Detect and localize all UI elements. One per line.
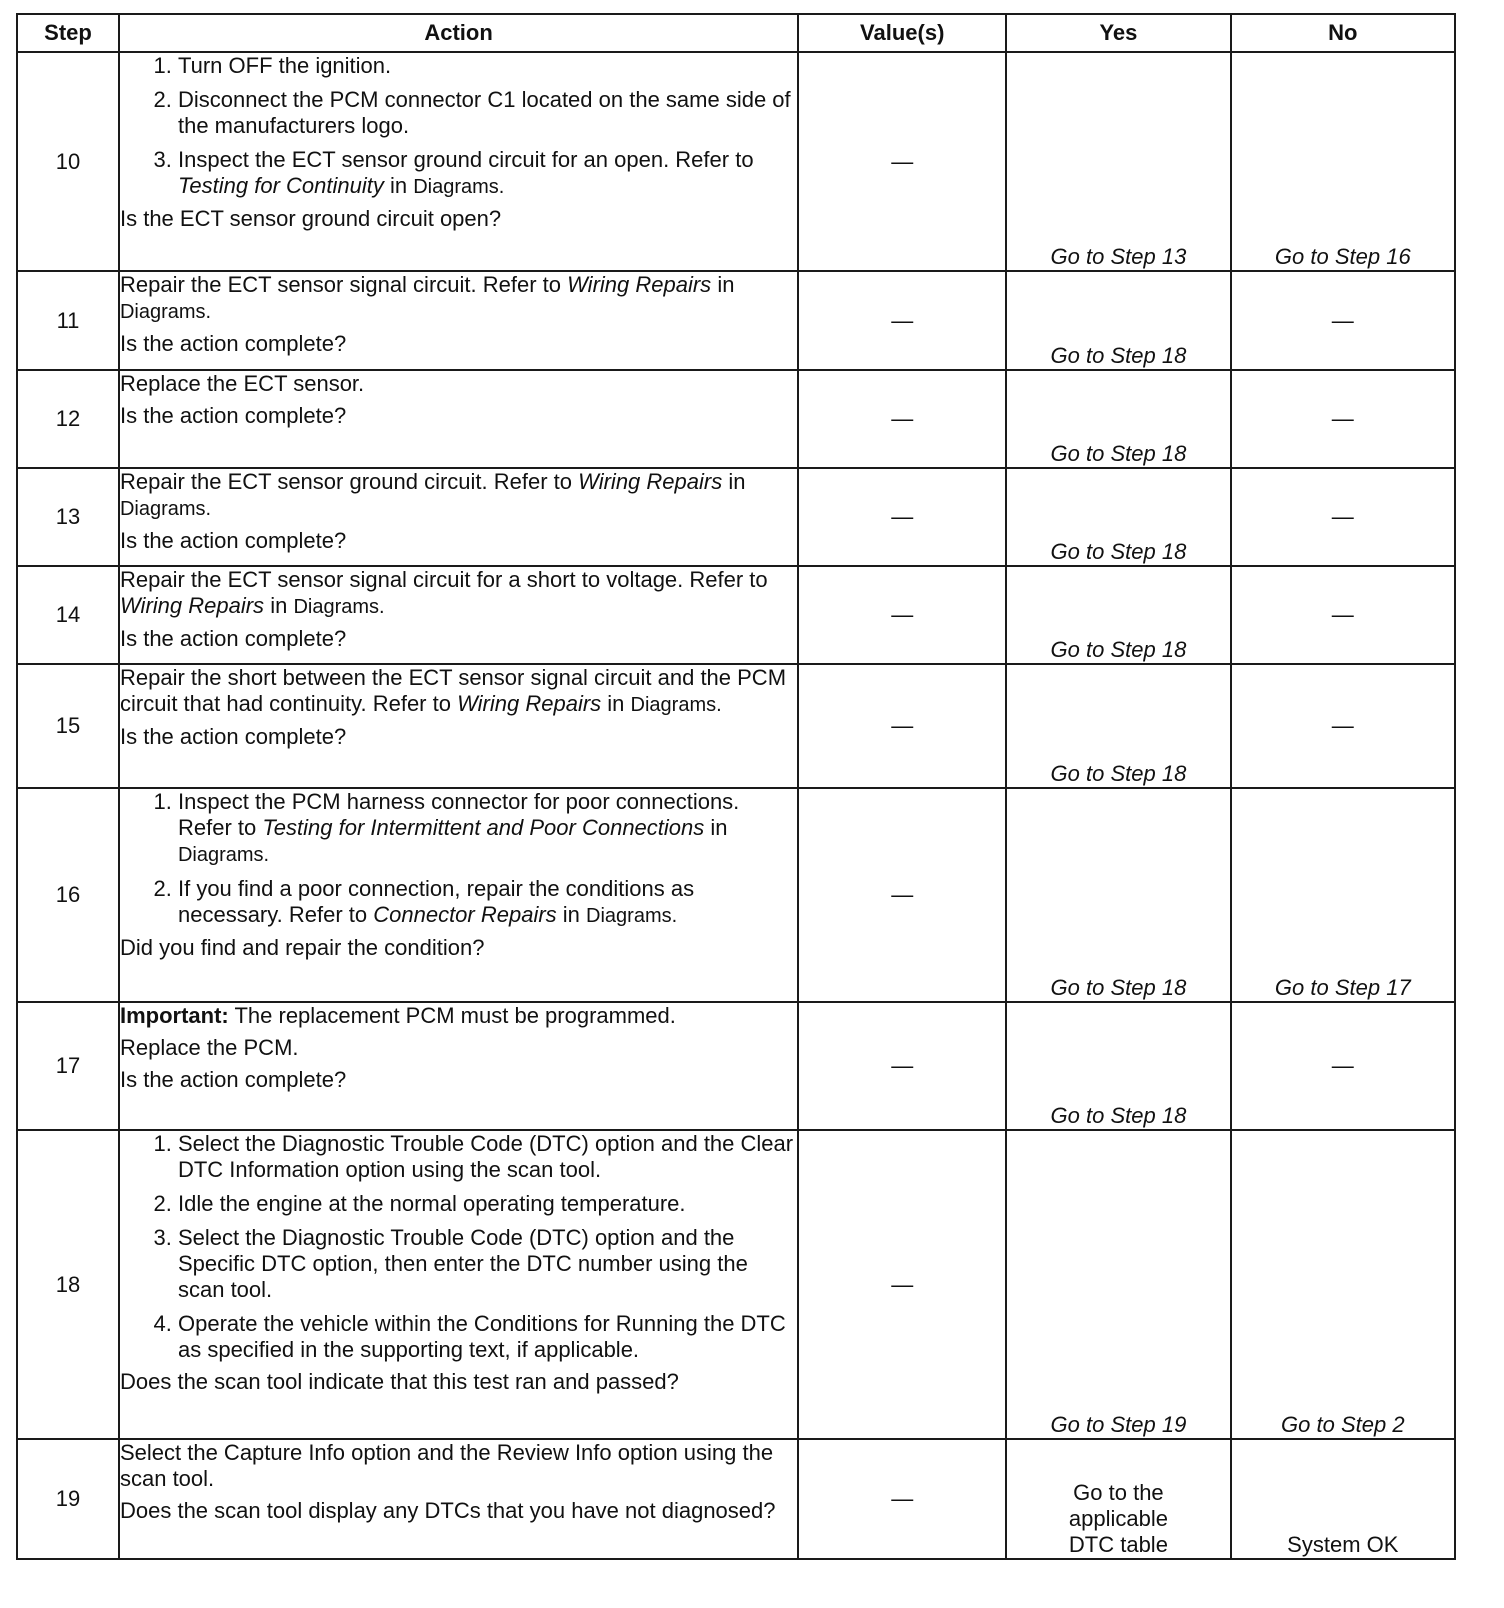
- action-cell: [119, 664, 798, 788]
- yes-cell: Go to Step 18: [1006, 566, 1230, 664]
- action-text-main: Repair the ECT sensor signal circuit. Refer to: [119, 272, 561, 297]
- action-question: Is the ECT sensor ground circuit open?: [119, 206, 502, 231]
- action-text: [120, 272, 797, 325]
- important-text: The replacement PCM must be programmed.: [234, 1003, 676, 1028]
- action-cell: [119, 370, 798, 468]
- yes-text: Go to the applicable DTC table: [1068, 1480, 1168, 1557]
- yes-cell: Go to Step 18: [1006, 664, 1230, 788]
- no-cell: Go to Step 2: [1231, 1130, 1455, 1439]
- reference-location: Diagrams.: [586, 905, 678, 927]
- no-cell: [1231, 370, 1455, 468]
- header-values: Value(s): [798, 14, 1006, 52]
- action-step-text: Inspect the PCM harness connector for poor connections. Refer to: [177, 789, 740, 840]
- action-cell: [119, 566, 798, 664]
- no-cell: [1231, 566, 1455, 664]
- action-step-text: Inspect the ECT sensor ground circuit for an open. Refer to: [177, 147, 754, 172]
- value-cell: [798, 566, 1006, 664]
- reference-in: in: [710, 815, 728, 840]
- dash-value: —: [891, 602, 914, 627]
- dash-value: —: [891, 148, 914, 174]
- table-row: [17, 788, 1455, 1002]
- yes-cell: Go to Step 18: [1006, 271, 1230, 370]
- action-text-main: Repair the ECT sensor ground circuit. Refer to: [119, 469, 573, 494]
- reference-in: in: [607, 691, 625, 716]
- step-number: 12: [17, 370, 119, 468]
- table-row: [17, 1130, 1455, 1439]
- step-number: 15: [17, 664, 119, 788]
- reference-in: in: [562, 902, 580, 927]
- reference-in: in: [717, 272, 735, 297]
- step-number: 18: [17, 1130, 119, 1439]
- yes-cell: Go to Step 13: [1006, 52, 1230, 271]
- no-cell: System OK: [1231, 1439, 1455, 1559]
- step-number: 17: [17, 1002, 119, 1130]
- dash-value: —: [1331, 406, 1354, 431]
- dash-value: —: [891, 307, 914, 333]
- value-cell: [798, 1439, 1006, 1559]
- dash-value: —: [891, 406, 914, 431]
- reference-location: Diagrams.: [630, 694, 722, 716]
- step-number: 16: [17, 788, 119, 1002]
- value-cell: [798, 271, 1006, 370]
- action-step: 2. Idle the engine at the normal operating temperature.: [178, 1191, 797, 1217]
- dash-value: —: [1331, 504, 1354, 529]
- action-step: 4. Operate the vehicle within the Conditions for Running the DTC as specified in the supporting text, if applicable.: [178, 1311, 797, 1363]
- yes-cell: Go to Step 18: [1006, 468, 1230, 566]
- yes-cell: Go to Step 18: [1006, 788, 1230, 1002]
- no-cell: [1231, 468, 1455, 566]
- action-text: [120, 567, 797, 620]
- action-question: Is the action complete?: [119, 626, 347, 651]
- action-question: Did you find and repair the condition?: [119, 935, 485, 960]
- reference-link: Wiring Repairs: [457, 691, 602, 716]
- yes-cell: Go to Step 18: [1006, 1002, 1230, 1130]
- dash-value: —: [1331, 1053, 1354, 1078]
- action-cell: [119, 468, 798, 566]
- action-question: Does the scan tool display any DTCs that you have not diagnosed?: [119, 1498, 776, 1523]
- yes-cell: Go to Step 19: [1006, 1130, 1230, 1439]
- important-note: [120, 1003, 797, 1029]
- diagnostic-table-sheet: [16, 13, 1456, 1603]
- value-cell: [798, 664, 1006, 788]
- no-cell: [1231, 1002, 1455, 1130]
- reference-in: in: [270, 593, 288, 618]
- header-step: Step: [17, 14, 119, 52]
- action-text: Select the Capture Info option and the Review Info option using the scan tool.: [119, 1440, 774, 1491]
- reference-location: Diagrams.: [413, 176, 505, 198]
- important-label: Important:: [119, 1003, 229, 1028]
- action-cell: [119, 271, 798, 370]
- reference-location: Diagrams.: [119, 498, 212, 520]
- table-row: [17, 468, 1455, 566]
- dash-value: —: [891, 1486, 914, 1511]
- action-step-text: If you find a poor connection, repair the conditions as necessary. Refer to: [177, 876, 695, 927]
- header-action: Action: [119, 14, 798, 52]
- action-step: 3. Select the Diagnostic Trouble Code (DTC) option and the Specific DTC option, then enter the DTC number using the scan tool.: [178, 1225, 797, 1303]
- action-step: 1. Select the Diagnostic Trouble Code (DTC) option and the Clear DTC Information option using the scan tool.: [178, 1131, 797, 1183]
- dash-value: —: [891, 713, 914, 738]
- no-cell: Go to Step 17: [1231, 788, 1455, 1002]
- action-step: [178, 789, 797, 868]
- action-text: Replace the ECT sensor.: [119, 371, 365, 396]
- reference-in: in: [389, 173, 408, 198]
- value-cell: [798, 1002, 1006, 1130]
- no-cell: [1231, 664, 1455, 788]
- action-text: [120, 469, 797, 522]
- table-row: [17, 664, 1455, 788]
- value-cell: [798, 370, 1006, 468]
- action-cell: [119, 1439, 798, 1559]
- header-row: [17, 14, 1455, 52]
- action-cell: [119, 1130, 798, 1439]
- no-cell: Go to Step 16: [1231, 52, 1455, 271]
- table-row: [17, 1439, 1455, 1559]
- reference-in: in: [728, 469, 746, 494]
- step-number: 10: [17, 52, 119, 271]
- action-cell: [119, 52, 798, 271]
- table-row: [17, 370, 1455, 468]
- reference-location: Diagrams.: [177, 844, 270, 866]
- reference-link: Testing for Continuity: [177, 173, 384, 198]
- reference-link: Wiring Repairs: [119, 593, 265, 618]
- dash-value: —: [1331, 713, 1354, 738]
- table-row: [17, 271, 1455, 370]
- step-number: 14: [17, 566, 119, 664]
- yes-cell: [1006, 1439, 1230, 1559]
- action-question: Is the action complete?: [119, 724, 347, 749]
- action-steps: [120, 53, 797, 200]
- dash-value: —: [891, 1053, 914, 1078]
- value-cell: [798, 1130, 1006, 1439]
- reference-location: Diagrams.: [119, 301, 212, 323]
- dash-value: —: [1331, 307, 1354, 333]
- action-steps: [120, 789, 797, 929]
- action-step: [178, 876, 797, 929]
- action-text: [120, 665, 797, 718]
- table-row: [17, 566, 1455, 664]
- action-cell: [119, 788, 798, 1002]
- step-number: 19: [17, 1439, 119, 1559]
- action-steps: [120, 1131, 797, 1363]
- action-question: Is the action complete?: [119, 1067, 347, 1092]
- value-cell: [798, 788, 1006, 1002]
- reference-link: Testing for Intermittent and Poor Connections: [262, 815, 705, 840]
- dash-value: —: [891, 504, 914, 529]
- dash-value: —: [1331, 602, 1354, 627]
- header-yes: Yes: [1006, 14, 1230, 52]
- action-text: Replace the PCM.: [119, 1035, 299, 1060]
- action-text-main: Repair the short between the ECT sensor signal circuit and the PCM circuit that had continuity. Refer to: [119, 665, 787, 716]
- header-no: No: [1231, 14, 1455, 52]
- dash-value: —: [891, 1271, 914, 1297]
- table-row: [17, 52, 1455, 271]
- table-row: [17, 1002, 1455, 1130]
- diagnostic-table: [16, 13, 1456, 1560]
- action-question: Is the action complete?: [119, 403, 347, 428]
- reference-link: Connector Repairs: [373, 902, 557, 927]
- action-text-main: Repair the ECT sensor signal circuit for a short to voltage. Refer to: [119, 567, 768, 592]
- reference-location: Diagrams.: [293, 596, 385, 618]
- action-step: 1. Turn OFF the ignition.: [178, 53, 797, 79]
- yes-cell: Go to Step 18: [1006, 370, 1230, 468]
- action-cell: [119, 1002, 798, 1130]
- step-number: 13: [17, 468, 119, 566]
- no-cell: [1231, 271, 1455, 370]
- action-question: Is the action complete?: [119, 331, 347, 356]
- reference-link: Wiring Repairs: [578, 469, 723, 494]
- dash-value: —: [891, 882, 914, 907]
- action-step: [178, 147, 797, 200]
- reference-link: Wiring Repairs: [567, 272, 712, 297]
- value-cell: [798, 52, 1006, 271]
- action-question: Does the scan tool indicate that this test ran and passed?: [119, 1369, 679, 1394]
- step-number: 11: [17, 271, 119, 370]
- value-cell: [798, 468, 1006, 566]
- action-step: 2. Disconnect the PCM connector C1 located on the same side of the manufacturers logo.: [178, 87, 797, 139]
- action-question: Is the action complete?: [119, 528, 347, 553]
